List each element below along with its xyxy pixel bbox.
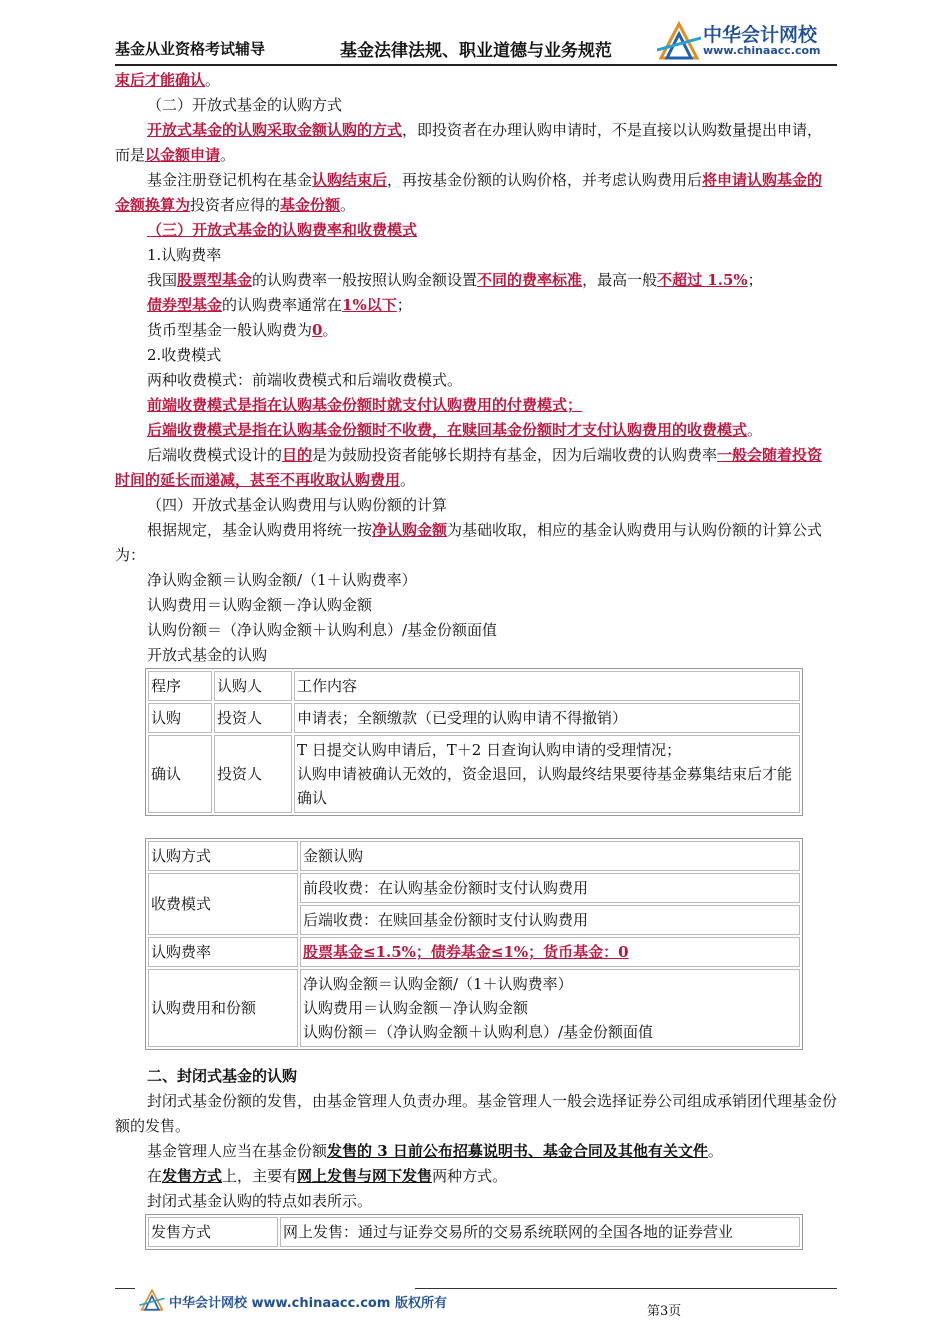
logo-name: 中华会计网校 [703,24,818,46]
paragraph: 封闭式基金认购的特点如表所示。 [147,1192,373,1210]
table-cell: 认购 [148,703,212,733]
paragraph: 束后才能确认。 [115,71,221,89]
table-cell: 认购方式 [148,841,298,871]
footer-logo-icon [139,1288,165,1312]
table-row [148,1217,800,1247]
table-cell: 申请表；全额缴款（已受理的认购申请不得撤销） [294,703,800,733]
table-cell: 投资人 [214,703,292,733]
table-row [148,671,800,701]
formula: 净认购金额＝认购金额/（1＋认购费率） [147,571,417,589]
table-header-cell: 工作内容 [294,671,800,701]
logo-url: www.chinaacc.com [703,44,821,57]
section-heading: （四）开放式基金认购费用与认购份额的计算 [147,496,448,514]
formula: 认购份额＝（净认购金额＋认购利息）/基金份额面值 [147,621,498,639]
header-subject: 基金法律法规、职业道德与业务规范 [340,41,612,61]
paragraph: 封闭式基金份额的发售，由基金管理人负责办理。基金管理人一般会选择证券公司组成承销团代理基金份额的发售。 [115,1092,838,1135]
subscription-summary-table [145,838,803,1050]
table-cell: 金额认购 [300,841,800,871]
page-footer [115,1288,837,1328]
paragraph: 基金管理人应当在基金份额发售的 3 日前公布招募说明书、基金合同及其他有关文件。 [147,1142,723,1160]
paragraph: 后端收费模式设计的目的是为鼓励投资者能够长期持有基金，因为后端收费的认购费率一般会随着投资时间的延长而递减，甚至不再收取认购费用。 [115,446,823,489]
formula: 认购费用＝认购金额－净认购金额 [147,596,373,614]
closed-fund-table [145,1214,803,1250]
table-cell: 后端收费：在赎回基金份额时支付认购费用 [300,905,800,935]
paragraph: 后端收费模式是指在认购基金份额时不收费，在赎回基金份额时才支付认购费用的收费模式。 [147,421,763,439]
header-course: 基金从业资格考试辅导 [115,40,266,58]
paragraph: 在发售方式上，主要有网上发售与网下发售两种方式。 [147,1167,508,1185]
subscription-process-table [145,668,803,816]
table-cell: 确认 [148,735,212,813]
table-cell: 净认购金额＝认购金额/（1＋认购费率） 认购费用＝认购金额－净认购金额 认购份额＝（净认购金额＋认购利息）/基金份额面值 [300,969,800,1047]
table-cell: 投资人 [214,735,292,813]
table-cell: 认购费用和份额 [148,969,298,1047]
table-cell: 股票基金≤1.5%；债券基金≤1%；货币基金：0 [300,937,800,967]
section-heading: （二）开放式基金的认购方式 [147,96,343,114]
document-body [115,68,837,1250]
table-cell: T 日提交认购申请后，T＋2 日查询认购申请的受理情况； 认购申请被确认无效的，资金退回，认购最终结果要待基金募集结束后才能确认 [294,735,800,813]
table-row [148,735,800,813]
sub-heading: 2.收费模式 [147,346,222,364]
paragraph: 债券型基金的认购费率通常在1%以下； [147,296,412,314]
paragraph: 开放式基金的认购采取金额认购的方式，即投资者在办理认购申请时，不是直接以认购数量提出申请，而是以金额申请。 [115,121,823,164]
page-number: 第3页 [647,1304,682,1319]
table-cell: 前段收费：在认购基金份额时支付认购费用 [300,873,800,903]
paragraph: 根据规定，基金认购费用将统一按净认购金额为基础收取，相应的基金认购费用与认购份额的计算公式为： [115,521,823,564]
table-header-cell: 认购人 [214,671,292,701]
table-cell: 认购费率 [148,937,298,967]
table-cell: 收费模式 [148,873,298,935]
table-row [148,841,800,871]
table-row [148,969,800,1047]
table-row [148,873,800,903]
table-header-cell: 程序 [148,671,212,701]
logo-icon [657,20,701,62]
page-header [115,18,837,66]
paragraph: 货币型基金一般认购费为0。 [147,321,338,339]
paragraph: 前端收费模式是指在认购基金份额时就支付认购费用的付费模式； [147,396,583,414]
table-cell: 网上发售：通过与证券交易所的交易系统联网的全国各地的证券营业 [280,1217,800,1247]
section-heading: 二、封闭式基金的认购 [147,1067,298,1085]
sub-heading: 1.认购费率 [147,246,222,264]
paragraph: 两种收费模式：前端收费模式和后端收费模式。 [147,371,463,389]
paragraph: 我国股票型基金的认购费率一般按照认购金额设置不同的费率标准，最高一般不超过 1.5%； [147,271,763,289]
table-row [148,703,800,733]
table-row [148,937,800,967]
table-caption: 开放式基金的认购 [147,646,268,664]
section-heading: （三）开放式基金的认购费率和收费模式 [147,221,418,239]
footer-copyright: 中华会计网校 www.chinaacc.com 版权所有 [169,1296,447,1311]
table-cell: 发售方式 [148,1217,278,1247]
paragraph: 基金注册登记机构在基金认购结束后，再按基金份额的认购价格，并考虑认购费用后将申请认购基金的金额换算为投资者应得的基金份额。 [115,171,823,214]
logo [657,18,837,62]
